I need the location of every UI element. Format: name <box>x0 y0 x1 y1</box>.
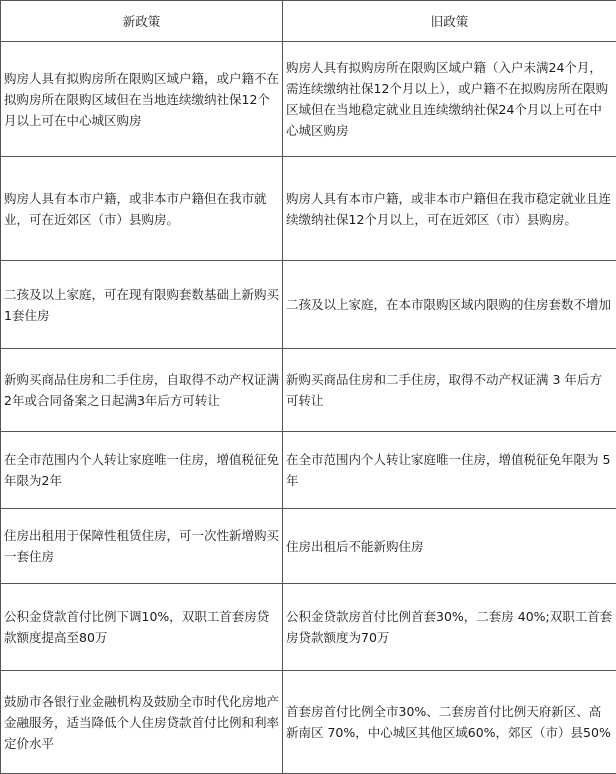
old-policy-cell: 购房人具有拟购房所在限购区域户籍（入户未满24个月，需连续缴纳社保12个月以上），或户籍不在拟购房所在限购区域但在当地稳定就业且连续缴纳社保24个月以上可在中心城区购房 <box>283 42 616 157</box>
new-policy-cell: 购房人具有本市户籍，或非本市户籍但在我市就业，可在近郊区（市）县购房。 <box>1 157 283 261</box>
new-policy-cell: 购房人具有拟购房所在限购区域户籍，或户籍不在拟购房所在限购区域但在当地连续缴纳社保12个月以上可在中心城区购房 <box>1 42 283 157</box>
old-policy-cell: 购房人具有本市户籍，或非本市户籍但在我市稳定就业且连续缴纳社保12个月以上，可在近郊区（市）县购房。 <box>283 157 616 261</box>
new-policy-cell: 在全市范围内个人转让家庭唯一住房，增值税征免年限为2年 <box>1 432 283 509</box>
table-row <box>1 349 616 432</box>
header-new-policy: 新政策 <box>1 1 283 42</box>
new-policy-cell: 二孩及以上家庭，可在现有限购套数基础上新购买1套住房 <box>1 261 283 349</box>
header-row <box>1 1 616 42</box>
new-policy-cell: 新购买商品住房和二手住房，自取得不动产权证满2年或合同备案之日起满3年后方可转让 <box>1 349 283 432</box>
table-row <box>1 432 616 509</box>
table-row <box>1 42 616 157</box>
table-row <box>1 261 616 349</box>
table-row <box>1 671 616 774</box>
old-policy-cell: 首套房首付比例全市30%、二套房首付比例天府新区、高新南区 70%，中心城区其他区域60%，郊区（市）县50% <box>283 671 616 774</box>
new-policy-cell: 公积金贷款首付比例下调10%，双职工首套房贷款额度提高至80万 <box>1 584 283 671</box>
table-row <box>1 509 616 584</box>
new-policy-cell: 住房出租用于保障性租赁住房，可一次性新增购买一套住房 <box>1 509 283 584</box>
header-old-policy: 旧政策 <box>283 1 616 42</box>
old-policy-cell: 新购买商品住房和二手住房，取得不动产权证满 3 年后方可转让 <box>283 349 616 432</box>
new-policy-cell: 鼓励市各银行业金融机构及鼓励全市时代化房地产金融服务，适当降低个人住房贷款首付比例和利率定价水平 <box>1 671 283 774</box>
old-policy-cell: 住房出租后不能新购住房 <box>283 509 616 584</box>
old-policy-cell: 二孩及以上家庭，在本市限购区域内限购的住房套数不增加 <box>283 261 616 349</box>
old-policy-cell: 在全市范围内个人转让家庭唯一住房，增值税征免年限为 5 年 <box>283 432 616 509</box>
table-row <box>1 584 616 671</box>
table-row <box>1 157 616 261</box>
old-policy-cell: 公积金贷款房首付比例首套30%，二套房 40%;双职工首套房贷款额度为70万 <box>283 584 616 671</box>
